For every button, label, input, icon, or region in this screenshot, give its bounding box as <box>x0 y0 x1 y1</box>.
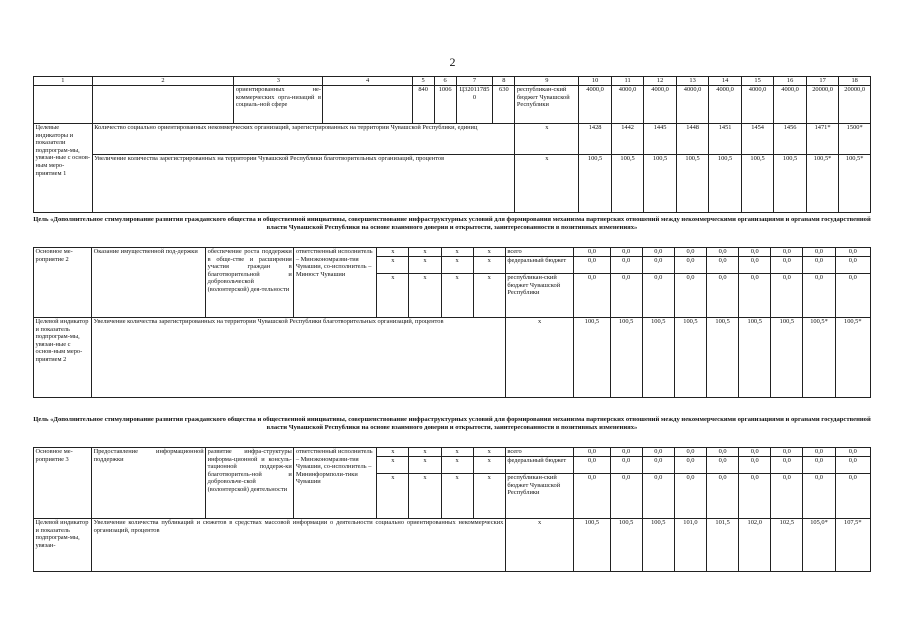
value-cell: 100,5* <box>839 155 871 213</box>
value-cell: 102,0 <box>739 519 771 572</box>
value-cell: 0,0 <box>739 457 771 474</box>
event-name-cell: Оказание имущественной под-держки <box>92 248 206 318</box>
x-mark-cell: x <box>409 257 441 274</box>
header-cell: 3 <box>234 77 323 86</box>
header-cell: 5 <box>412 77 434 86</box>
value-cell: 0,0 <box>642 257 674 274</box>
event-number-cell: Основное ме-роприятие 2 <box>34 248 92 318</box>
value-cell: 4000,0 <box>579 86 612 124</box>
value-cell: 0,0 <box>574 248 610 257</box>
header-cell: 8 <box>493 77 515 86</box>
value-cell: 0,0 <box>803 257 835 274</box>
indicator-row <box>34 124 871 155</box>
header-cell: 7 <box>456 77 493 86</box>
x-mark-cell: x <box>515 124 579 155</box>
header-row <box>34 77 871 86</box>
value-cell: 100,5 <box>707 318 739 398</box>
indicator-label-cell: Целевой индикатор и показатель подпрограм-мы, увязан-ные с основ-ным меро-приятием 2 <box>34 318 92 398</box>
x-mark-cell: x <box>473 257 505 274</box>
x-mark-cell: x <box>377 274 409 318</box>
value-cell: 1471* <box>806 124 839 155</box>
value-cell: 100,5 <box>642 318 674 398</box>
value-cell: 100,5 <box>611 155 644 213</box>
executor-cell: ответственный исполнитель – Минэкономразви-тия Чувашии, со-исполнитель – Минюст Чувашии <box>294 248 377 318</box>
value-cell: 0,0 <box>803 248 835 257</box>
header-cell: 10 <box>579 77 612 86</box>
x-mark-cell: x <box>441 274 473 318</box>
value-cell: 100,5 <box>610 519 642 572</box>
header-cell: 11 <box>611 77 644 86</box>
budget-code-cell: 1006 <box>434 86 456 124</box>
indicator-row <box>34 318 871 398</box>
executor-cell: ответственный исполнитель – Минэкономразви-тия Чувашии, со-исполнитель – Мининформпoли-тики Чувашии <box>294 448 377 519</box>
budget-code-cell: Ц320117850 <box>456 86 493 124</box>
x-mark-cell: x <box>441 474 473 519</box>
indicator-text-cell: Увеличение количества публикаций и сюжетов в средствах массовой информации о деятельности социально ориентированных некоммерческих организаций, процентов <box>92 519 506 572</box>
x-mark-cell: x <box>473 248 505 257</box>
value-cell: 1448 <box>676 124 709 155</box>
goal-heading-1: Цель «Дополнительное стимулирование развития гражданского общества и общественной инициативы, совершенствование инфраструктурных условий для формирования механизма партнерских отношений между некоммерческими организациями и органами государственной власти Чувашской Республики на основе взаимного доверия и открытости, заинтересованности в позитивных изменениях» <box>33 216 871 232</box>
value-cell: 0,0 <box>835 274 870 318</box>
value-cell: 0,0 <box>610 474 642 519</box>
value-cell: 0,0 <box>739 474 771 519</box>
value-cell: 100,5 <box>709 155 742 213</box>
x-mark-cell: x <box>505 519 573 572</box>
value-cell: 0,0 <box>771 448 803 457</box>
value-cell: 100,5 <box>574 318 610 398</box>
value-cell: 4000,0 <box>611 86 644 124</box>
header-cell: 15 <box>741 77 774 86</box>
x-mark-cell: x <box>473 474 505 519</box>
value-cell: 0,0 <box>707 248 739 257</box>
value-cell: 100,5 <box>774 155 807 213</box>
funding-source-cell: республикан-ский бюджет Чувашской Республики <box>505 274 573 318</box>
value-cell: 0,0 <box>771 274 803 318</box>
empty-cell <box>34 86 93 124</box>
finance-row <box>34 448 871 457</box>
value-cell: 0,0 <box>707 474 739 519</box>
value-cell: 0,0 <box>835 448 870 457</box>
value-cell: 0,0 <box>707 257 739 274</box>
value-cell: 0,0 <box>642 248 674 257</box>
table-part-3 <box>33 447 871 572</box>
value-cell: 0,0 <box>739 257 771 274</box>
header-cell: 16 <box>774 77 807 86</box>
budget-code-cell: 840 <box>412 86 434 124</box>
value-cell: 0,0 <box>803 274 835 318</box>
x-mark-cell: x <box>377 474 409 519</box>
funding-source-cell: федеральный бюджет <box>505 257 573 274</box>
value-cell: 0,0 <box>674 474 706 519</box>
value-cell: 100,5* <box>835 318 870 398</box>
value-cell: 100,5 <box>771 318 803 398</box>
value-cell: 100,5 <box>642 519 674 572</box>
indicator-row <box>34 519 871 572</box>
value-cell: 107,5* <box>835 519 870 572</box>
value-cell: 100,5 <box>674 318 706 398</box>
indicator-text-cell: Количество социально ориентированных некоммерческих организаций, зарегистрированных на территории Чувашской Республики, единиц <box>92 124 515 155</box>
header-cell: 6 <box>434 77 456 86</box>
x-mark-cell: x <box>377 248 409 257</box>
value-cell: 0,0 <box>610 457 642 474</box>
value-cell: 0,0 <box>674 257 706 274</box>
table-part-2 <box>33 247 871 398</box>
value-cell: 0,0 <box>803 457 835 474</box>
budget-code-cell: 630 <box>493 86 515 124</box>
header-cell: 17 <box>806 77 839 86</box>
x-mark-cell: x <box>515 155 579 213</box>
x-mark-cell: x <box>441 248 473 257</box>
x-mark-cell: x <box>441 457 473 474</box>
x-mark-cell: x <box>409 448 441 457</box>
event-result-cell: обеспечение роста поддержки в обще-стве и расширения участия граждан в благотворительной и добровольческой (волонтерской) дея-тельности <box>206 248 294 318</box>
funding-source-cell: всего <box>505 248 573 257</box>
value-cell: 0,0 <box>610 448 642 457</box>
indicator-label-cell: Целевой индикатор и показатель подпрограм-мы, увязан- <box>34 519 92 572</box>
value-cell: 0,0 <box>835 248 870 257</box>
value-cell: 20000,0 <box>806 86 839 124</box>
value-cell: 100,5 <box>610 318 642 398</box>
value-cell: 0,0 <box>803 474 835 519</box>
event-result-cell: ориентированных не-коммерческих орга-низаций в социаль-ной сфере <box>234 86 323 124</box>
value-cell: 0,0 <box>707 274 739 318</box>
continuation-row <box>34 86 871 124</box>
value-cell: 1442 <box>611 124 644 155</box>
header-cell: 1 <box>34 77 93 86</box>
header-cell: 12 <box>644 77 677 86</box>
value-cell: 4000,0 <box>676 86 709 124</box>
header-cell: 18 <box>839 77 871 86</box>
value-cell: 0,0 <box>835 474 870 519</box>
value-cell: 0,0 <box>707 457 739 474</box>
x-mark-cell: x <box>473 457 505 474</box>
value-cell: 100,5* <box>803 318 835 398</box>
indicator-text-cell: Увеличение количества зарегистрированных на территории Чувашской Республики благотворительных организаций, процентов <box>92 155 515 213</box>
x-mark-cell: x <box>473 274 505 318</box>
funding-source-cell: республикан-ский бюджет Чувашской Республики <box>515 86 579 124</box>
value-cell: 1456 <box>774 124 807 155</box>
value-cell: 0,0 <box>771 457 803 474</box>
event-result-cell: развитие инфра-структуры информа-ционной и консуль-тационной поддерж-ки благотворитель-ной и добровольче-ской (волонтерской) деятельности <box>206 448 294 519</box>
header-cell: 4 <box>323 77 412 86</box>
value-cell: 0,0 <box>574 257 610 274</box>
header-cell: 9 <box>515 77 579 86</box>
header-cell: 14 <box>709 77 742 86</box>
event-number-cell: Основное ме-роприятие 3 <box>34 448 92 519</box>
value-cell: 4000,0 <box>644 86 677 124</box>
value-cell: 1500* <box>839 124 871 155</box>
value-cell: 100,5 <box>574 519 610 572</box>
value-cell: 0,0 <box>707 448 739 457</box>
value-cell: 0,0 <box>771 248 803 257</box>
value-cell: 0,0 <box>574 457 610 474</box>
value-cell: 100,5 <box>741 155 774 213</box>
value-cell: 102,5 <box>771 519 803 572</box>
value-cell: 0,0 <box>642 274 674 318</box>
indicator-text-cell: Увеличение количества зарегистрированных на территории Чувашской Республики благотворительных организаций, процентов <box>92 318 506 398</box>
table-part-1 <box>33 76 871 213</box>
indicator-label-cell: Целевые индикаторы и показатели подпрограм-мы, увязан-ные с основ-ным меро-приятием 1 <box>34 124 93 213</box>
value-cell: 105,0* <box>803 519 835 572</box>
x-mark-cell: x <box>441 448 473 457</box>
value-cell: 100,5 <box>739 318 771 398</box>
funding-source-cell: всего <box>505 448 573 457</box>
value-cell: 100,5 <box>644 155 677 213</box>
value-cell: 101,0 <box>674 519 706 572</box>
value-cell: 0,0 <box>674 248 706 257</box>
finance-row <box>34 248 871 257</box>
empty-cell <box>92 86 234 124</box>
value-cell: 0,0 <box>771 474 803 519</box>
value-cell: 0,0 <box>835 257 870 274</box>
value-cell: 0,0 <box>739 248 771 257</box>
x-mark-cell: x <box>441 257 473 274</box>
event-name-cell: Предоставление информационной поддержки <box>92 448 206 519</box>
indicator-row <box>34 155 871 213</box>
x-mark-cell: x <box>409 274 441 318</box>
value-cell: 20000,0 <box>839 86 871 124</box>
x-mark-cell: x <box>409 457 441 474</box>
value-cell: 0,0 <box>674 457 706 474</box>
x-mark-cell: x <box>377 457 409 474</box>
funding-source-cell: республикан-ский бюджет Чувашской Республики <box>505 474 573 519</box>
value-cell: 0,0 <box>803 448 835 457</box>
value-cell: 0,0 <box>610 257 642 274</box>
value-cell: 0,0 <box>642 448 674 457</box>
value-cell: 0,0 <box>835 457 870 474</box>
value-cell: 0,0 <box>574 448 610 457</box>
value-cell: 0,0 <box>574 274 610 318</box>
empty-cell <box>323 86 412 124</box>
x-mark-cell: x <box>473 448 505 457</box>
value-cell: 0,0 <box>674 274 706 318</box>
value-cell: 1454 <box>741 124 774 155</box>
value-cell: 0,0 <box>642 474 674 519</box>
funding-source-cell: федеральный бюджет <box>505 457 573 474</box>
value-cell: 4000,0 <box>741 86 774 124</box>
value-cell: 100,5 <box>579 155 612 213</box>
x-mark-cell: x <box>377 448 409 457</box>
x-mark-cell: x <box>409 474 441 519</box>
x-mark-cell: x <box>377 257 409 274</box>
value-cell: 100,5* <box>806 155 839 213</box>
value-cell: 0,0 <box>771 257 803 274</box>
value-cell: 0,0 <box>574 474 610 519</box>
value-cell: 4000,0 <box>774 86 807 124</box>
value-cell: 1451 <box>709 124 742 155</box>
goal-heading-2: Цель «Дополнительное стимулирование развития гражданского общества и общественной инициативы, совершенствование инфраструктурных условий для формирования механизма партнерских отношений между некоммерческими организациями и органами государственной власти Чувашской Республики на основе взаимного доверия и открытости, заинтересованности в позитивных изменениях» <box>33 416 871 432</box>
value-cell: 4000,0 <box>709 86 742 124</box>
value-cell: 0,0 <box>739 274 771 318</box>
value-cell: 1428 <box>579 124 612 155</box>
value-cell: 0,0 <box>674 448 706 457</box>
value-cell: 0,0 <box>610 248 642 257</box>
x-mark-cell: x <box>409 248 441 257</box>
value-cell: 1445 <box>644 124 677 155</box>
value-cell: 101,5 <box>707 519 739 572</box>
header-cell: 13 <box>676 77 709 86</box>
value-cell: 0,0 <box>739 448 771 457</box>
value-cell: 0,0 <box>610 274 642 318</box>
x-mark-cell: x <box>505 318 573 398</box>
value-cell: 100,5 <box>676 155 709 213</box>
value-cell: 0,0 <box>642 457 674 474</box>
page-number: 2 <box>449 55 456 69</box>
header-cell: 2 <box>92 77 234 86</box>
